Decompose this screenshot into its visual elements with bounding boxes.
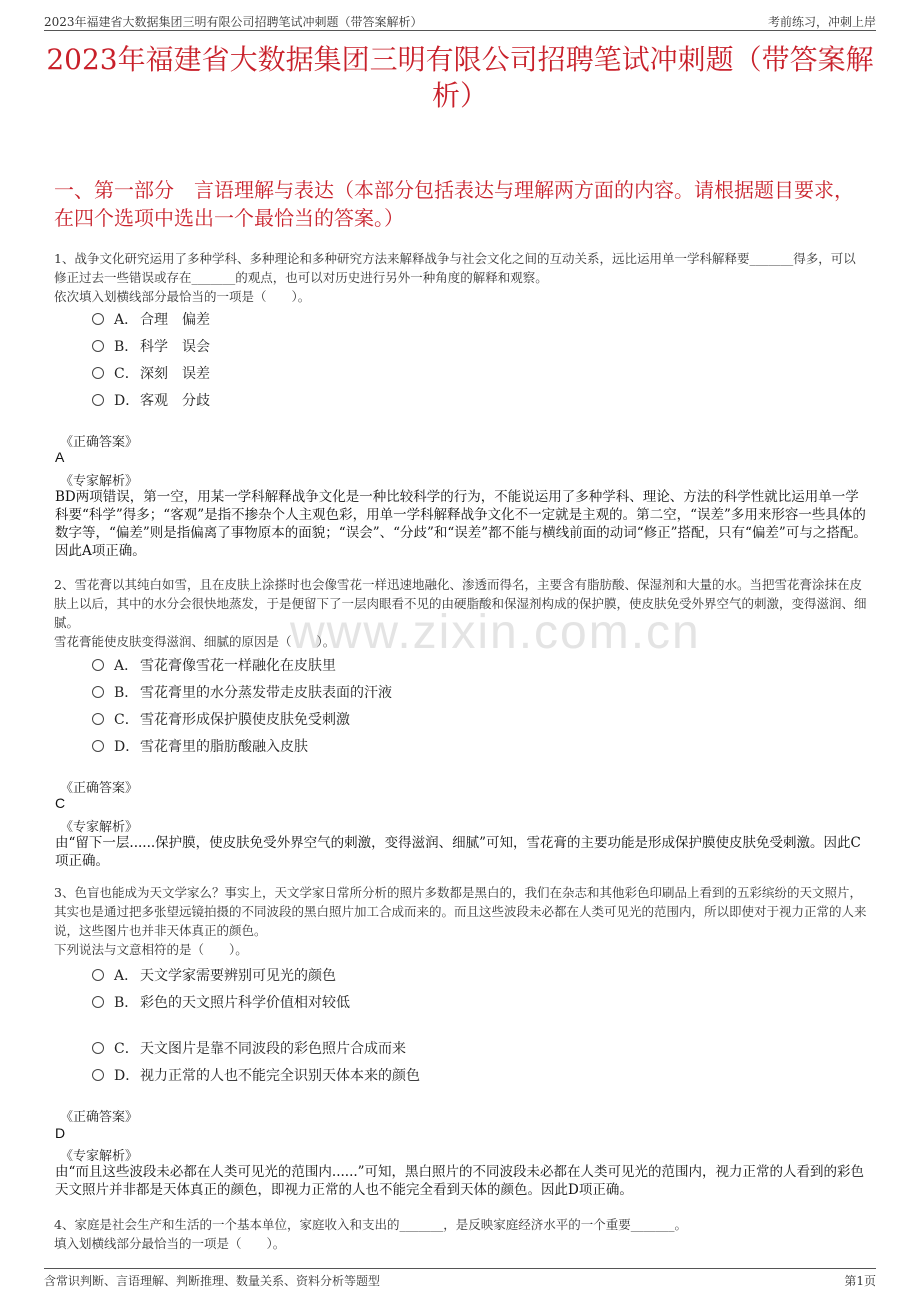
analysis-text: 由“而且这些波段未必都在人类可见光的范围内......”可知，黑白照片的不同波段未必都在人类可见光的范围内，视力正常的人看到的彩色天文照片并非都是天体真正的颜色，即视力正常的人也不能完全看到天体的颜色。因此D项正确。 xyxy=(55,1164,865,1198)
option-text: 雪花膏像雪花一样融化在皮肤里 xyxy=(140,658,336,674)
option-text: 天文图片是靠不同波段的彩色照片合成而来 xyxy=(140,1041,406,1057)
option-b[interactable] xyxy=(92,682,392,704)
option-d[interactable] xyxy=(92,736,308,758)
correct-answer: C xyxy=(55,795,66,811)
option-letter: C． xyxy=(114,366,139,382)
radio-icon[interactable] xyxy=(92,1069,104,1081)
page-title: 2023年福建省大数据集团三明有限公司招聘笔试冲刺题（带答案解析） xyxy=(46,43,874,112)
option-text: 雪花膏形成保护膜使皮肤免受刺激 xyxy=(140,712,350,728)
option-text: 雪花膏里的脂肪酸融入皮肤 xyxy=(140,739,308,755)
radio-icon[interactable] xyxy=(92,713,104,725)
header-slogan: 考前练习，冲刺上岸 xyxy=(767,15,876,29)
section-heading: 一、第一部分 言语理解与表达（本部分包括表达与理解两方面的内容。请根据题目要求，在四个选项中选出一个最恰当的答案。） xyxy=(54,178,854,230)
option-text: 客观 分歧 xyxy=(140,393,210,409)
question-prompt: 雪花膏能使皮肤变得滋润、细腻的原因是（ ）。 xyxy=(54,634,336,649)
radio-icon[interactable] xyxy=(92,367,104,379)
option-letter: D． xyxy=(114,393,140,409)
option-letter: B． xyxy=(114,685,139,701)
option-text: 合理 偏差 xyxy=(140,312,210,328)
radio-icon[interactable] xyxy=(92,1042,104,1054)
option-b[interactable] xyxy=(92,992,350,1014)
header-divider xyxy=(44,30,876,31)
option-c[interactable] xyxy=(92,363,210,385)
analysis-text: 由“留下一层......保护膜，使皮肤免受外界空气的刺激，变得滋润、细腻”可知，雪花膏的主要功能是形成保护膜使皮肤免受刺激。因此C项正确。 xyxy=(55,835,861,869)
analysis-label: 《专家解析》 xyxy=(60,820,139,835)
correct-answer: D xyxy=(55,1125,66,1141)
option-d[interactable] xyxy=(92,390,210,412)
correct-answer: A xyxy=(55,449,65,465)
footer-note: 含常识判断、言语理解、判断推理、数量关系、资料分析等题型 xyxy=(44,1274,381,1288)
option-letter: D． xyxy=(114,1068,140,1084)
radio-icon[interactable] xyxy=(92,969,104,981)
question-3 xyxy=(54,883,868,959)
question-4 xyxy=(54,1215,868,1253)
answer-label: 《正确答案》 xyxy=(60,781,139,796)
radio-icon[interactable] xyxy=(92,394,104,406)
question-stem: 2、雪花膏以其纯白如雪，且在皮肤上涂搽时也会像雪花一样迅速地融化、渗透而得名，主要含有脂肪酸、保湿剂和大量的水。当把雪花膏涂抹在皮肤上以后，其中的水分会很快地蒸发，于是便留下了一层肉眼看不见的由硬脂酸和保湿剂构成的保护膜，使皮肤免受外界空气的刺激，变得滋润、细腻。 xyxy=(54,577,867,630)
option-letter: B． xyxy=(114,995,139,1011)
page-number: 第1页 xyxy=(844,1274,876,1288)
option-b[interactable] xyxy=(92,336,210,358)
radio-icon[interactable] xyxy=(92,659,104,671)
option-text: 雪花膏里的水分蒸发带走皮肤表面的汗液 xyxy=(140,685,392,701)
option-text: 天文学家需要辨别可见光的颜色 xyxy=(140,968,336,984)
option-a[interactable] xyxy=(92,965,336,987)
footer-divider xyxy=(44,1268,876,1269)
question-1 xyxy=(54,249,868,306)
option-text: 视力正常的人也不能完全识别天体本来的颜色 xyxy=(140,1068,420,1084)
option-text: 深刻 误差 xyxy=(140,366,210,382)
option-letter: A． xyxy=(114,968,139,984)
question-prompt: 依次填入划横线部分最恰当的一项是（ ）。 xyxy=(54,289,311,304)
question-prompt: 填入划横线部分最恰当的一项是（ ）。 xyxy=(54,1236,286,1251)
analysis-text: BD两项错误，第一空，用某一学科解释战争文化是一种比较科学的行为，不能说运用了多种学科、理论、方法的科学性就比运用单一学科要“科学”得多；“客观”是指不掺杂个人主观色彩，用单一学科解释战争文化不一定就是主观的。第二空，“误差”多用来形容一些具体的数字等，“偏差”则是指偏离了事物原本的面貌；“误会”、“分歧”和“误差”都不能与横线前面的动词“修正”搭配，只有“偏差”可与之搭配。因此A项正确。 xyxy=(55,489,867,559)
option-letter: A． xyxy=(114,658,139,674)
answer-label: 《正确答案》 xyxy=(60,435,139,450)
option-a[interactable] xyxy=(92,655,336,677)
header-doc-title: 2023年福建省大数据集团三明有限公司招聘笔试冲刺题（带答案解析） xyxy=(44,15,423,29)
question-stem: 1、战争文化研究运用了多种学科、多种理论和多种研究方法来解释战争与社会文化之间的互动关系，远比运用单一学科解释要_______得多，可以修正过去一些错误或存在_______的观点，也可以对历史进行另外一种角度的解释和观察。 xyxy=(54,251,856,285)
option-letter: A． xyxy=(114,312,139,328)
option-letter: C． xyxy=(114,712,139,728)
option-letter: B． xyxy=(114,339,139,355)
question-stem: 4、家庭是社会生产和生活的一个基本单位，家庭收入和支出的_______，是反映家庭经济水平的一个重要_______。 xyxy=(54,1217,687,1232)
radio-icon[interactable] xyxy=(92,313,104,325)
option-c[interactable] xyxy=(92,1038,406,1060)
question-prompt: 下列说法与文意相符的是（ ）。 xyxy=(54,942,248,957)
radio-icon[interactable] xyxy=(92,340,104,352)
option-letter: C． xyxy=(114,1041,139,1057)
option-text: 科学 误会 xyxy=(140,339,210,355)
analysis-label: 《专家解析》 xyxy=(60,1149,139,1164)
radio-icon[interactable] xyxy=(92,740,104,752)
option-letter: D． xyxy=(114,739,140,755)
option-c[interactable] xyxy=(92,709,350,731)
radio-icon[interactable] xyxy=(92,686,104,698)
question-2 xyxy=(54,575,868,651)
option-a[interactable] xyxy=(92,309,210,331)
answer-label: 《正确答案》 xyxy=(60,1110,139,1125)
watermark: www.zixin.com.cn xyxy=(290,606,701,659)
option-text: 彩色的天文照片科学价值相对较低 xyxy=(140,995,350,1011)
radio-icon[interactable] xyxy=(92,996,104,1008)
option-d[interactable] xyxy=(92,1065,420,1087)
page-header xyxy=(0,0,920,32)
question-stem: 3、色盲也能成为天文学家么？事实上，天文学家日常所分析的照片多数都是黑白的，我们在杂志和其他彩色印刷品上看到的五彩缤纷的天文照片，其实也是通过把多张望远镜拍摄的不同波段的黑白照片加工合成而来的。而且这些波段未必都在人类可见光的范围内，所以即使对于视力正常的人来说，这些图片也并非天体真正的颜色。 xyxy=(54,885,867,938)
analysis-label: 《专家解析》 xyxy=(60,474,139,489)
